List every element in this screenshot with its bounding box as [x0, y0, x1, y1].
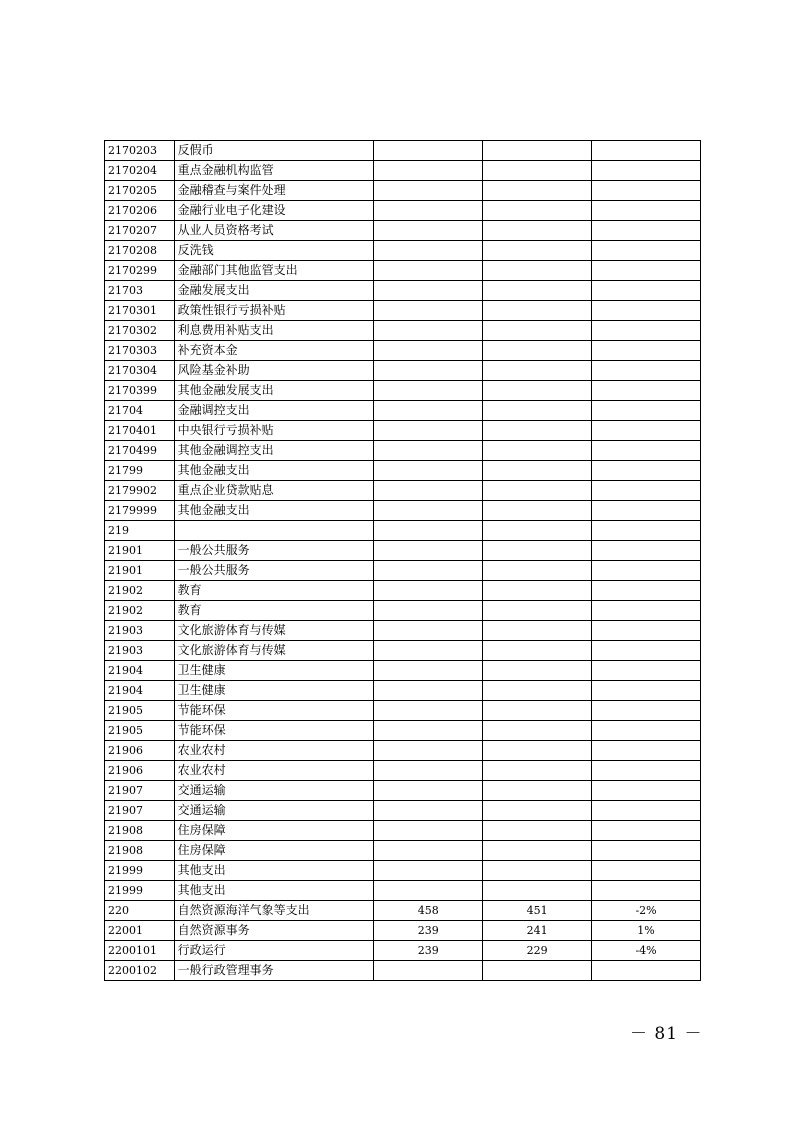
value-2-cell [483, 501, 592, 521]
value-1-cell [374, 881, 483, 901]
value-2-cell [483, 361, 592, 381]
name-cell: 风险基金补助 [174, 361, 374, 381]
code-cell: 2170499 [105, 441, 175, 461]
name-cell: 反洗钱 [174, 241, 374, 261]
code-cell: 21905 [105, 701, 175, 721]
code-cell: 2170205 [105, 181, 175, 201]
value-1-cell [374, 401, 483, 421]
code-cell: 2179999 [105, 501, 175, 521]
change-percent-cell [592, 721, 701, 741]
value-2-cell [483, 401, 592, 421]
table-row [105, 861, 701, 881]
value-2-cell [483, 661, 592, 681]
value-1-cell: 239 [374, 941, 483, 961]
table-row [105, 761, 701, 781]
name-cell: 其他金融支出 [174, 501, 374, 521]
name-cell: 教育 [174, 581, 374, 601]
change-percent-cell [592, 561, 701, 581]
name-cell: 其他支出 [174, 881, 374, 901]
value-1-cell [374, 601, 483, 621]
value-1-cell [374, 961, 483, 981]
value-2-cell [483, 841, 592, 861]
change-percent-cell [592, 601, 701, 621]
value-1-cell [374, 641, 483, 661]
code-cell: 220 [105, 901, 175, 921]
code-cell: 21704 [105, 401, 175, 421]
value-1-cell [374, 561, 483, 581]
value-2-cell [483, 461, 592, 481]
name-cell: 其他支出 [174, 861, 374, 881]
value-1-cell [374, 861, 483, 881]
change-percent-cell [592, 441, 701, 461]
code-cell: 2170206 [105, 201, 175, 221]
name-cell: 一般行政管理事务 [174, 961, 374, 981]
value-2-cell [483, 221, 592, 241]
table-row [105, 561, 701, 581]
change-percent-cell: -2% [592, 901, 701, 921]
code-cell: 2170203 [105, 141, 175, 161]
name-cell: 金融稽查与案件处理 [174, 181, 374, 201]
change-percent-cell [592, 701, 701, 721]
code-cell: 2200101 [105, 941, 175, 961]
table-row [105, 241, 701, 261]
change-percent-cell [592, 761, 701, 781]
table-row [105, 621, 701, 641]
name-cell: 金融调控支出 [174, 401, 374, 421]
change-percent-cell [592, 781, 701, 801]
value-1-cell [374, 581, 483, 601]
name-cell: 农业农村 [174, 761, 374, 781]
table-row [105, 221, 701, 241]
name-cell: 节能环保 [174, 721, 374, 741]
name-cell: 自然资源海洋气象等支出 [174, 901, 374, 921]
code-cell: 21907 [105, 781, 175, 801]
code-cell: 21906 [105, 741, 175, 761]
code-cell: 21908 [105, 841, 175, 861]
table-row [105, 521, 701, 541]
name-cell: 住房保障 [174, 841, 374, 861]
change-percent-cell [592, 321, 701, 341]
name-cell: 利息费用补贴支出 [174, 321, 374, 341]
change-percent-cell [592, 201, 701, 221]
value-2-cell [483, 321, 592, 341]
value-1-cell [374, 521, 483, 541]
code-cell: 21703 [105, 281, 175, 301]
value-2-cell [483, 761, 592, 781]
change-percent-cell [592, 261, 701, 281]
name-cell: 其他金融发展支出 [174, 381, 374, 401]
value-2-cell [483, 621, 592, 641]
code-cell: 2179902 [105, 481, 175, 501]
code-cell: 21902 [105, 581, 175, 601]
value-2-cell [483, 801, 592, 821]
value-1-cell: 239 [374, 921, 483, 941]
name-cell: 教育 [174, 601, 374, 621]
change-percent-cell [592, 681, 701, 701]
code-cell: 21902 [105, 601, 175, 621]
code-cell: 2170401 [105, 421, 175, 441]
table-row [105, 921, 701, 941]
value-1-cell: 458 [374, 901, 483, 921]
value-1-cell [374, 621, 483, 641]
name-cell: 金融部门其他监管支出 [174, 261, 374, 281]
table-row [105, 881, 701, 901]
change-percent-cell [592, 181, 701, 201]
table-row [105, 721, 701, 741]
code-cell: 21907 [105, 801, 175, 821]
code-cell: 21901 [105, 541, 175, 561]
table-row [105, 261, 701, 281]
code-cell: 21908 [105, 821, 175, 841]
value-2-cell [483, 481, 592, 501]
value-1-cell [374, 741, 483, 761]
value-2-cell [483, 601, 592, 621]
change-percent-cell: 1% [592, 921, 701, 941]
value-1-cell [374, 321, 483, 341]
name-cell: 其他金融支出 [174, 461, 374, 481]
code-cell: 2200102 [105, 961, 175, 981]
value-2-cell [483, 741, 592, 761]
value-2-cell: 229 [483, 941, 592, 961]
table-row [105, 641, 701, 661]
value-1-cell [374, 361, 483, 381]
value-2-cell [483, 641, 592, 661]
code-cell: 21999 [105, 861, 175, 881]
name-cell: 卫生健康 [174, 661, 374, 681]
value-1-cell [374, 241, 483, 261]
name-cell: 金融行业电子化建设 [174, 201, 374, 221]
code-cell: 21906 [105, 761, 175, 781]
code-cell: 21903 [105, 621, 175, 641]
value-2-cell [483, 721, 592, 741]
change-percent-cell [592, 161, 701, 181]
table-row [105, 201, 701, 221]
change-percent-cell [592, 361, 701, 381]
name-cell: 交通运输 [174, 801, 374, 821]
change-percent-cell [592, 661, 701, 681]
table-row [105, 941, 701, 961]
table-row [105, 501, 701, 521]
code-cell: 219 [105, 521, 175, 541]
value-2-cell [483, 701, 592, 721]
change-percent-cell [592, 401, 701, 421]
change-percent-cell [592, 501, 701, 521]
value-2-cell [483, 961, 592, 981]
value-2-cell [483, 281, 592, 301]
name-cell: 卫生健康 [174, 681, 374, 701]
value-2-cell [483, 581, 592, 601]
table-row [105, 141, 701, 161]
name-cell: 重点金融机构监管 [174, 161, 374, 181]
table-row [105, 801, 701, 821]
name-cell: 补充资本金 [174, 341, 374, 361]
table-row [105, 341, 701, 361]
code-cell: 21905 [105, 721, 175, 741]
change-percent-cell [592, 821, 701, 841]
value-1-cell [374, 761, 483, 781]
value-1-cell [374, 801, 483, 821]
code-cell: 21799 [105, 461, 175, 481]
change-percent-cell [592, 301, 701, 321]
code-cell: 2170208 [105, 241, 175, 261]
change-percent-cell [592, 801, 701, 821]
value-2-cell [483, 141, 592, 161]
change-percent-cell [592, 741, 701, 761]
change-percent-cell [592, 521, 701, 541]
value-2-cell [483, 241, 592, 261]
change-percent-cell [592, 461, 701, 481]
change-percent-cell [592, 541, 701, 561]
change-percent-cell [592, 861, 701, 881]
value-1-cell [374, 441, 483, 461]
value-2-cell [483, 201, 592, 221]
code-cell: 2170207 [105, 221, 175, 241]
table-row [105, 741, 701, 761]
code-cell: 2170299 [105, 261, 175, 281]
value-1-cell [374, 341, 483, 361]
change-percent-cell [592, 481, 701, 501]
table-row [105, 601, 701, 621]
name-cell: 从业人员资格考试 [174, 221, 374, 241]
table-row [105, 321, 701, 341]
code-cell: 22001 [105, 921, 175, 941]
change-percent-cell [592, 141, 701, 161]
code-cell: 2170304 [105, 361, 175, 381]
name-cell: 反假币 [174, 141, 374, 161]
change-percent-cell [592, 881, 701, 901]
name-cell: 其他金融调控支出 [174, 441, 374, 461]
table-row [105, 661, 701, 681]
value-2-cell [483, 261, 592, 281]
table-row [105, 841, 701, 861]
value-1-cell [374, 421, 483, 441]
value-2-cell [483, 561, 592, 581]
code-cell: 2170204 [105, 161, 175, 181]
table-row [105, 821, 701, 841]
value-2-cell [483, 181, 592, 201]
value-2-cell [483, 381, 592, 401]
page-number: － 81 － [630, 1024, 703, 1044]
value-1-cell [374, 201, 483, 221]
code-cell: 21904 [105, 681, 175, 701]
value-1-cell [374, 721, 483, 741]
name-cell: 一般公共服务 [174, 561, 374, 581]
value-1-cell [374, 821, 483, 841]
value-2-cell: 241 [483, 921, 592, 941]
change-percent-cell [592, 841, 701, 861]
change-percent-cell [592, 961, 701, 981]
name-cell: 交通运输 [174, 781, 374, 801]
value-1-cell [374, 781, 483, 801]
table-row [105, 901, 701, 921]
name-cell: 节能环保 [174, 701, 374, 721]
value-2-cell [483, 421, 592, 441]
change-percent-cell [592, 421, 701, 441]
table-row [105, 781, 701, 801]
name-cell: 政策性银行亏损补贴 [174, 301, 374, 321]
value-1-cell [374, 681, 483, 701]
name-cell: 中央银行亏损补贴 [174, 421, 374, 441]
value-2-cell [483, 861, 592, 881]
name-cell: 重点企业贷款贴息 [174, 481, 374, 501]
value-1-cell [374, 301, 483, 321]
value-2-cell [483, 881, 592, 901]
value-1-cell [374, 281, 483, 301]
value-1-cell [374, 261, 483, 281]
name-cell: 住房保障 [174, 821, 374, 841]
change-percent-cell [592, 381, 701, 401]
code-cell: 2170303 [105, 341, 175, 361]
code-cell: 2170301 [105, 301, 175, 321]
change-percent-cell [592, 641, 701, 661]
code-cell: 21901 [105, 561, 175, 581]
table-row [105, 581, 701, 601]
value-2-cell [483, 441, 592, 461]
name-cell: 自然资源事务 [174, 921, 374, 941]
name-cell: 文化旅游体育与传媒 [174, 621, 374, 641]
change-percent-cell [592, 581, 701, 601]
code-cell: 21904 [105, 661, 175, 681]
value-1-cell [374, 501, 483, 521]
table-row [105, 361, 701, 381]
value-1-cell [374, 541, 483, 561]
table-row [105, 541, 701, 561]
value-2-cell [483, 541, 592, 561]
code-cell: 2170302 [105, 321, 175, 341]
value-1-cell [374, 161, 483, 181]
value-2-cell [483, 821, 592, 841]
value-2-cell [483, 301, 592, 321]
value-1-cell [374, 181, 483, 201]
value-1-cell [374, 461, 483, 481]
table-row [105, 441, 701, 461]
value-2-cell [483, 781, 592, 801]
value-2-cell: 451 [483, 901, 592, 921]
budget-table [104, 140, 701, 981]
code-cell: 2170399 [105, 381, 175, 401]
table-row [105, 381, 701, 401]
table-row [105, 281, 701, 301]
change-percent-cell [592, 281, 701, 301]
value-2-cell [483, 521, 592, 541]
table-row [105, 461, 701, 481]
table-row [105, 301, 701, 321]
value-1-cell [374, 141, 483, 161]
name-cell: 行政运行 [174, 941, 374, 961]
name-cell: 农业农村 [174, 741, 374, 761]
value-1-cell [374, 661, 483, 681]
table-row [105, 421, 701, 441]
change-percent-cell [592, 341, 701, 361]
change-percent-cell: -4% [592, 941, 701, 961]
code-cell: 21903 [105, 641, 175, 661]
table-row [105, 401, 701, 421]
value-1-cell [374, 221, 483, 241]
value-2-cell [483, 161, 592, 181]
name-cell [174, 521, 374, 541]
code-cell: 21999 [105, 881, 175, 901]
table-row [105, 701, 701, 721]
value-1-cell [374, 381, 483, 401]
value-2-cell [483, 681, 592, 701]
table-row [105, 161, 701, 181]
name-cell: 金融发展支出 [174, 281, 374, 301]
change-percent-cell [592, 241, 701, 261]
value-2-cell [483, 341, 592, 361]
name-cell: 一般公共服务 [174, 541, 374, 561]
name-cell: 文化旅游体育与传媒 [174, 641, 374, 661]
table-row [105, 681, 701, 701]
value-1-cell [374, 841, 483, 861]
change-percent-cell [592, 221, 701, 241]
table-row [105, 961, 701, 981]
value-1-cell [374, 701, 483, 721]
value-1-cell [374, 481, 483, 501]
table-row [105, 481, 701, 501]
change-percent-cell [592, 621, 701, 641]
table-row [105, 181, 701, 201]
table-body [105, 141, 701, 981]
